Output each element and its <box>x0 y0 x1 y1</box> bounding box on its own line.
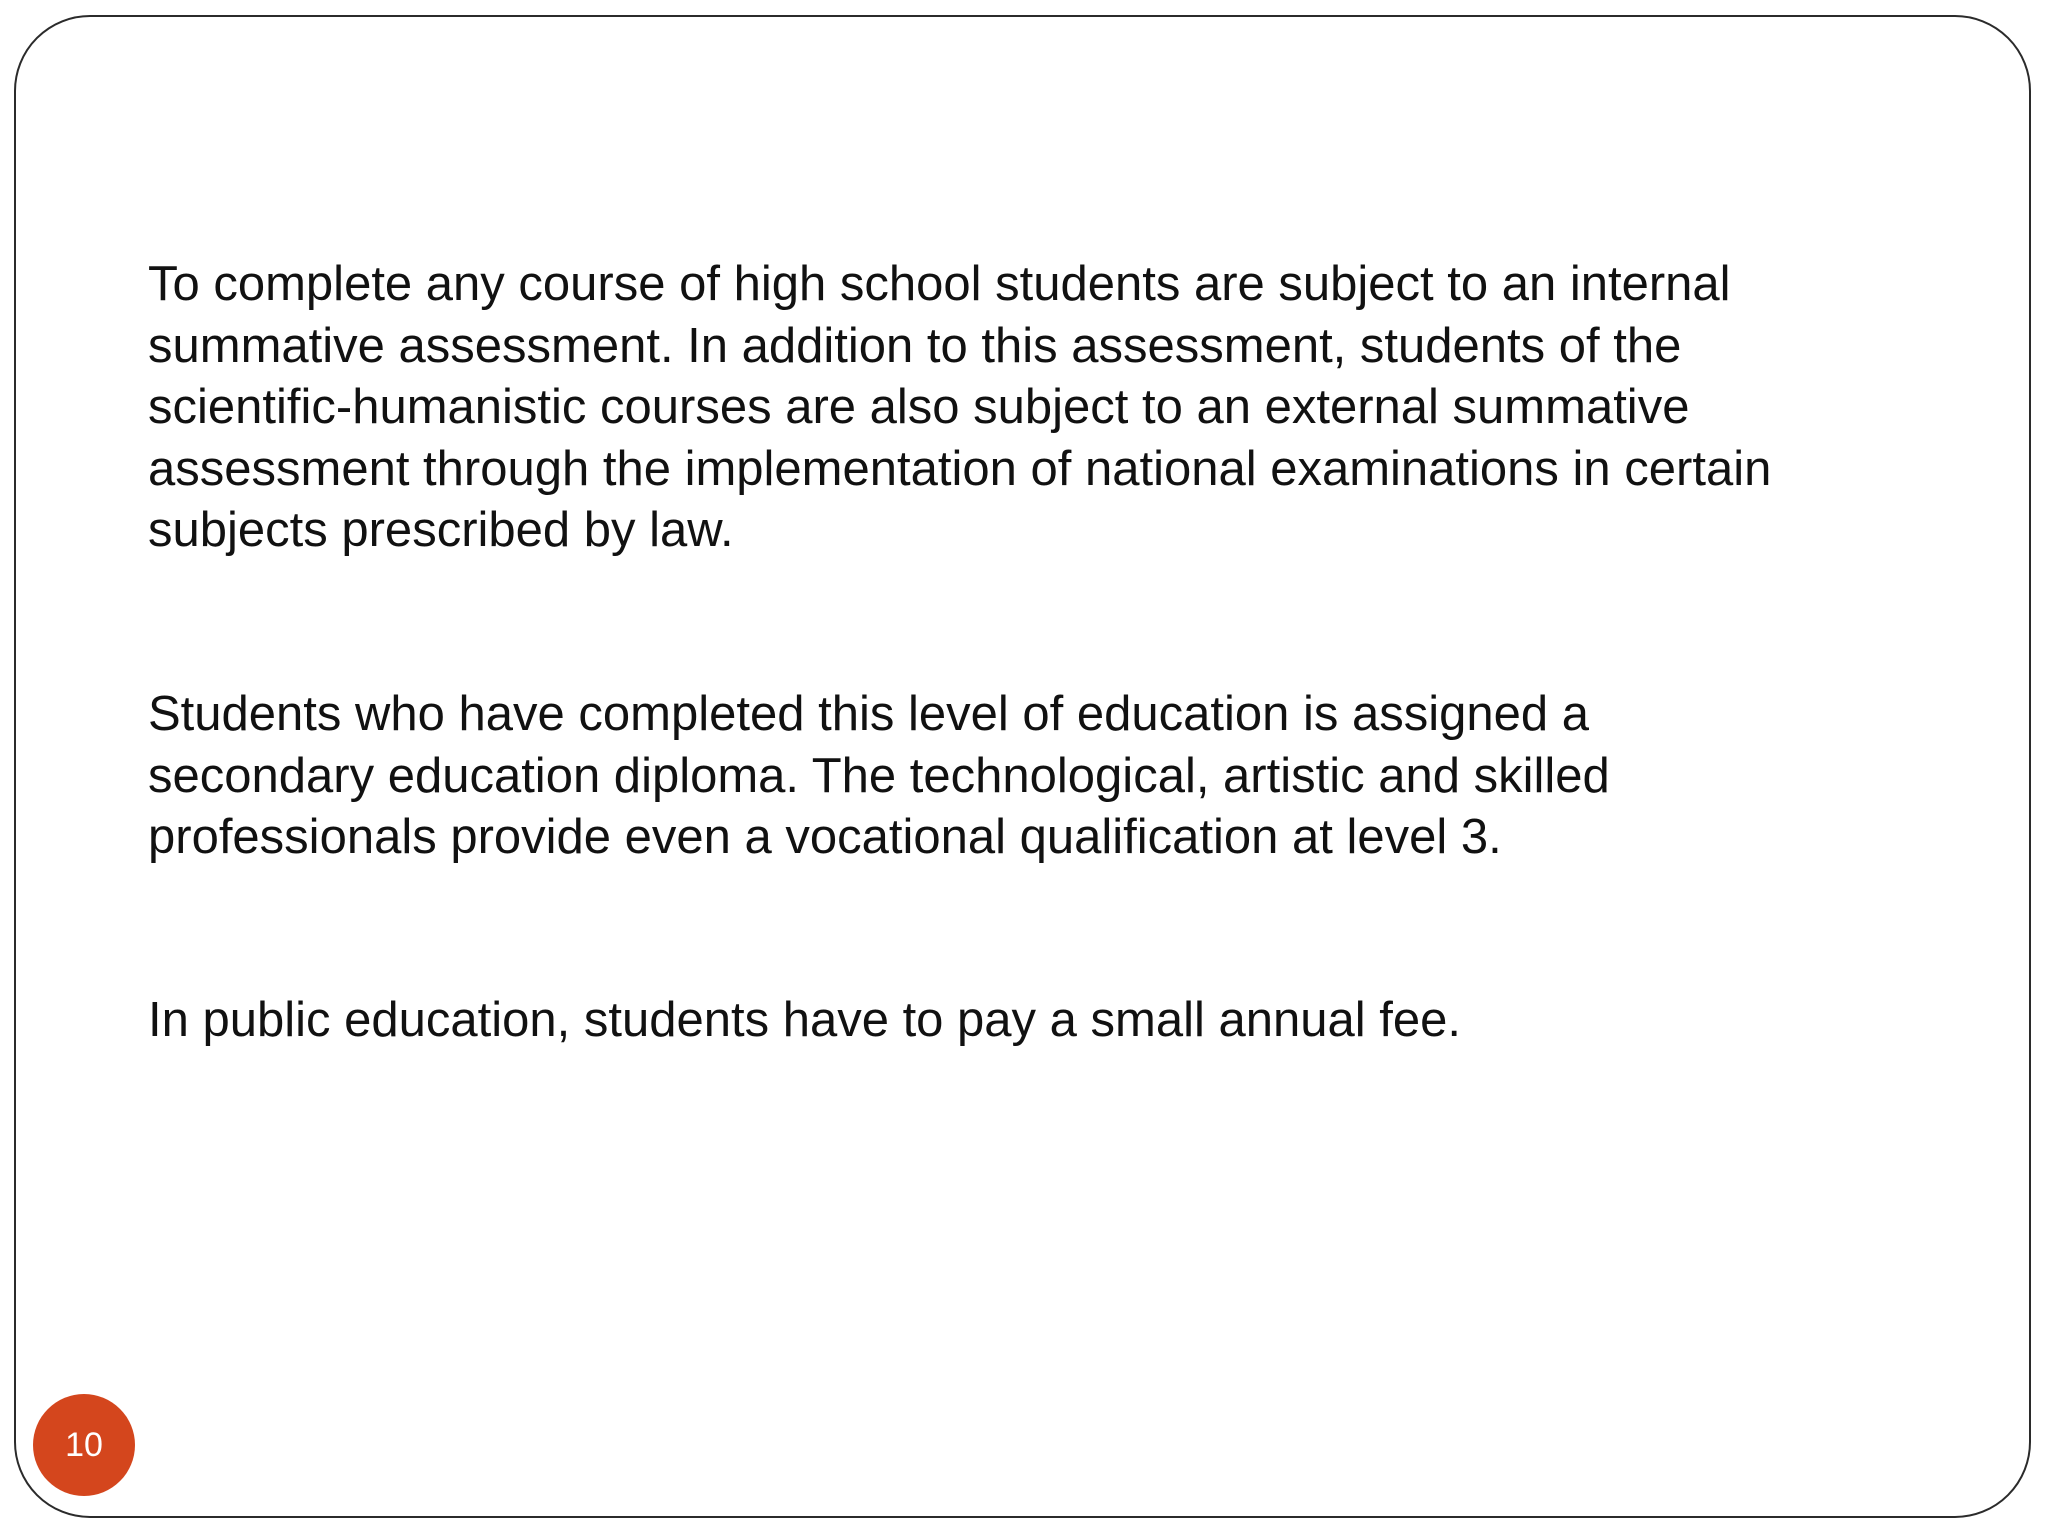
paragraph-diploma <box>148 684 1908 869</box>
page-number: 10 <box>65 1425 103 1464</box>
page-number-badge <box>33 1394 135 1496</box>
paragraph-line: subjects prescribed by law. <box>148 503 734 557</box>
paragraph-line: To complete any course of high school students are subject to an internal <box>148 257 1731 311</box>
paragraph-line: assessment through the implementation of national examinations in certain <box>148 441 1772 496</box>
paragraph-line: Students who have completed this level of education is assigned a <box>148 687 1589 741</box>
paragraph-line: summative assessment. In addition to this assessment, students of the <box>148 318 1682 373</box>
paragraph-assessment <box>148 254 1908 562</box>
paragraph-line: professionals provide even a vocational qualification at level 3. <box>148 810 1502 864</box>
paragraph-fee <box>148 990 1908 1052</box>
paragraph-line: scientific-humanistic courses are also subject to an external summative <box>148 380 1690 434</box>
paragraph-line: secondary education diploma. The technological, artistic and skilled <box>148 748 1610 803</box>
paragraph-line: In public education, students have to pay a small annual fee. <box>148 993 1461 1047</box>
